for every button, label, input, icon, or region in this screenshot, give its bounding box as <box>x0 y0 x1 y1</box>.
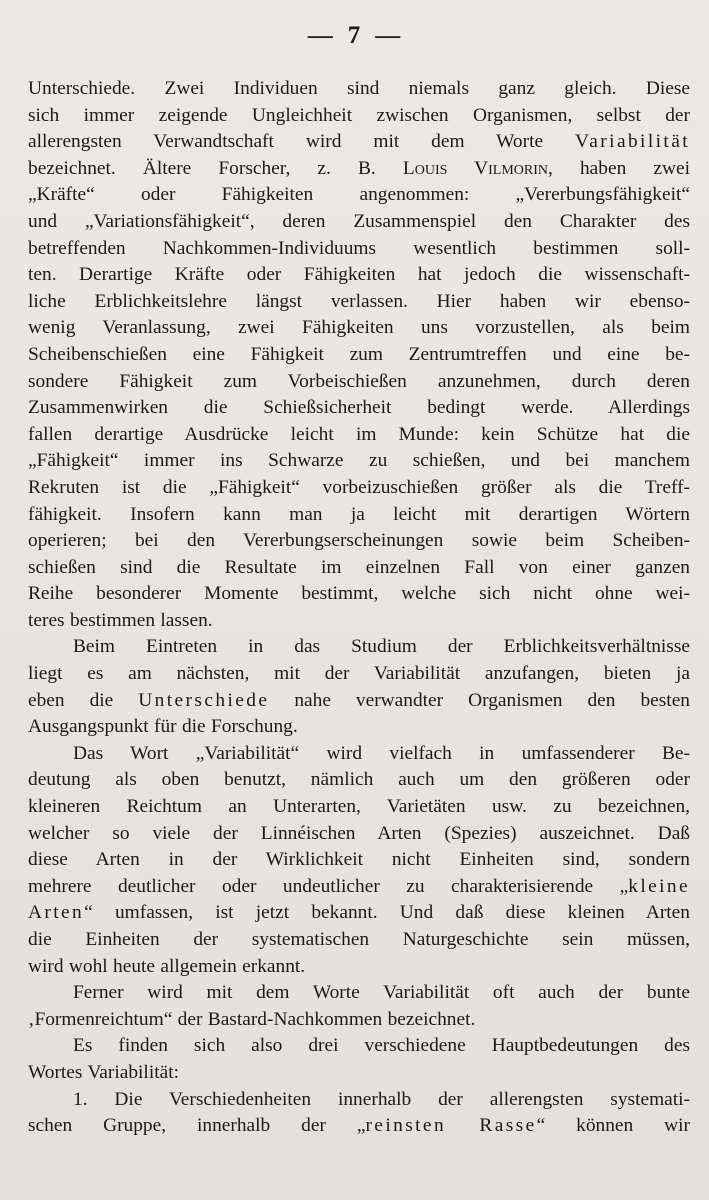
text-line <box>28 262 690 289</box>
text-line <box>28 581 690 608</box>
text-line <box>28 794 690 821</box>
text-line <box>28 954 690 981</box>
text-line <box>28 688 690 715</box>
text-run: „Fähigkeit“ immer ins Schwarze zu schießen, und bei manchem <box>28 450 690 472</box>
text-line <box>28 767 690 794</box>
text-run: welcher so viele der Linnéischen Arten (Spezies) auszeichnet. Daß <box>28 822 690 844</box>
page-header <box>0 22 709 50</box>
text-run: Wortes Variabilität: <box>28 1061 179 1083</box>
text-run: schen Gruppe, innerhalb der „ <box>28 1115 366 1137</box>
text-run: “ umfassen, ist jetzt bekannt. Und daß diese kleinen Arten <box>84 902 690 924</box>
text-run: kleineren Reichtum an Unterarten, Varietäten usw. zu bezeichnen, <box>28 796 690 818</box>
text-line <box>28 528 690 555</box>
text-run: Rekruten ist die „Fähigkeit“ vorbeizuschießen größer als die Treff- <box>28 476 690 498</box>
page-number: 7 <box>347 22 362 49</box>
author-name: Louis Vilmorin <box>402 157 549 179</box>
text-run: sich immer zeigende Ungleichheit zwischen Organismen, selbst der <box>28 104 690 126</box>
text-line <box>28 874 690 901</box>
text-line <box>28 1060 690 1087</box>
text-line <box>28 315 690 342</box>
text-line <box>28 1007 690 1034</box>
spaced-term: reinsten Rasse <box>365 1115 537 1137</box>
text-line <box>28 1087 690 1114</box>
text-run: schießen sind die Resultate im einzelnen Fall von einer ganzen <box>28 556 690 578</box>
text-line <box>28 555 690 582</box>
spaced-term: kleine <box>628 875 690 897</box>
text-line <box>28 289 690 316</box>
text-run: diese Arten in der Wirklichkeit nicht Einheiten sind, sondern <box>28 849 690 871</box>
text-run: Es finden sich also drei verschiedene Hauptbedeutungen des <box>73 1035 690 1057</box>
text-line <box>28 209 690 236</box>
text-run: Zusammenwirken die Schießsicherheit bedingt werde. Allerdings <box>28 397 690 419</box>
text-line <box>28 1113 690 1140</box>
text-run: mehrere deutlicher oder undeutlicher zu charakterisierende „ <box>28 875 629 897</box>
text-line <box>28 448 690 475</box>
spaced-term: Arten <box>28 902 85 924</box>
header-dash-right: — <box>375 22 402 49</box>
text-run: “ können wir <box>536 1115 690 1137</box>
spaced-term: Unterschiede <box>138 689 270 711</box>
text-run: fähigkeit. Insofern kann man ja leicht mit derartigen Wörtern <box>28 503 690 525</box>
text-line <box>28 103 690 130</box>
text-line <box>28 608 690 635</box>
spaced-term: Variabilität <box>575 131 690 153</box>
text-line <box>28 475 690 502</box>
text-run: sondere Fähigkeit zum Vorbeischießen anzunehmen, durch deren <box>28 370 690 392</box>
text-run: und „Variationsfähigkeit“, deren Zusammenspiel den Charakter des <box>28 210 690 232</box>
text-line <box>28 76 690 103</box>
text-run: ten. Derartige Kräfte oder Fähigkeiten hat jedoch die wissenschaft- <box>28 264 690 286</box>
text-line <box>28 661 690 688</box>
text-run: nahe verwandter Organismen den besten <box>269 689 690 711</box>
text-line <box>28 182 690 209</box>
text-line <box>28 847 690 874</box>
text-line <box>28 129 690 156</box>
text-run: Reihe besonderer Momente bestimmt, welche sich nicht ohne wei- <box>28 583 690 605</box>
text-run: teres bestimmen lassen. <box>28 609 213 631</box>
text-run: 1. Die Verschiedenheiten innerhalb der allerengsten systemati- <box>73 1088 690 1110</box>
text-body <box>28 76 690 1140</box>
text-line <box>28 236 690 263</box>
text-run: liegt es am nächsten, mit der Variabilität anzufangen, bieten ja <box>28 663 690 685</box>
text-run: wird wohl heute allgemein erkannt. <box>28 955 306 977</box>
text-run: wenig Veranlassung, zwei Fähigkeiten uns vorzustellen, als beim <box>28 317 690 339</box>
text-run: , haben zwei <box>548 157 690 179</box>
text-run: ‚Formenreichtum“ der Bastard-Nachkommen bezeichnet. <box>28 1008 476 1030</box>
text-line <box>28 900 690 927</box>
text-line <box>28 821 690 848</box>
text-run: die Einheiten der systematischen Naturgeschichte sein müssen, <box>28 929 690 950</box>
text-run: betreffenden Nachkommen-Individuums wesentlich bestimmen soll- <box>28 237 690 259</box>
text-run: allerengsten Verwandtschaft wird mit dem Worte <box>28 131 576 153</box>
text-run: Das Wort „Variabilität“ wird vielfach in umfassenderer Be- <box>73 742 690 764</box>
text-run: eben die <box>28 689 139 711</box>
text-run: bezeichnet. Ältere Forscher, z. B. <box>28 157 403 179</box>
text-run: deutung als oben benutzt, nämlich auch um den größeren oder <box>28 769 690 791</box>
text-line <box>28 714 690 741</box>
text-run: Ausgangspunkt für die Forschung. <box>28 716 298 738</box>
text-line <box>28 395 690 422</box>
text-line <box>28 502 690 529</box>
text-line <box>28 342 690 369</box>
text-line <box>28 369 690 396</box>
text-line <box>28 927 690 954</box>
text-line <box>28 1033 690 1060</box>
text-run: fallen derartige Ausdrücke leicht im Munde: kein Schütze hat die <box>28 423 690 445</box>
text-run: Scheibenschießen eine Fähigkeit zum Zentrumtreffen und eine be- <box>28 343 690 365</box>
text-run: Unterschiede. Zwei Individuen sind niemals ganz gleich. Diese <box>28 78 690 99</box>
text-line <box>28 156 690 183</box>
text-line <box>28 980 690 1007</box>
text-run: Ferner wird mit dem Worte Variabilität oft auch der bunte <box>73 982 690 1004</box>
text-run: Beim Eintreten in das Studium der Erblichkeitsverhältnisse <box>73 636 690 658</box>
header-dash-left: — <box>307 22 334 49</box>
text-run: liche Erblichkeitslehre längst verlassen. Hier haben wir ebenso- <box>28 290 690 312</box>
text-line <box>28 741 690 768</box>
text-line <box>28 634 690 661</box>
text-line <box>28 422 690 449</box>
text-run: „Kräfte“ oder Fähigkeiten angenommen: „Vererbungsfähigkeit“ <box>28 184 690 206</box>
text-run: operieren; bei den Vererbungserscheinungen sowie beim Scheiben- <box>28 530 690 552</box>
